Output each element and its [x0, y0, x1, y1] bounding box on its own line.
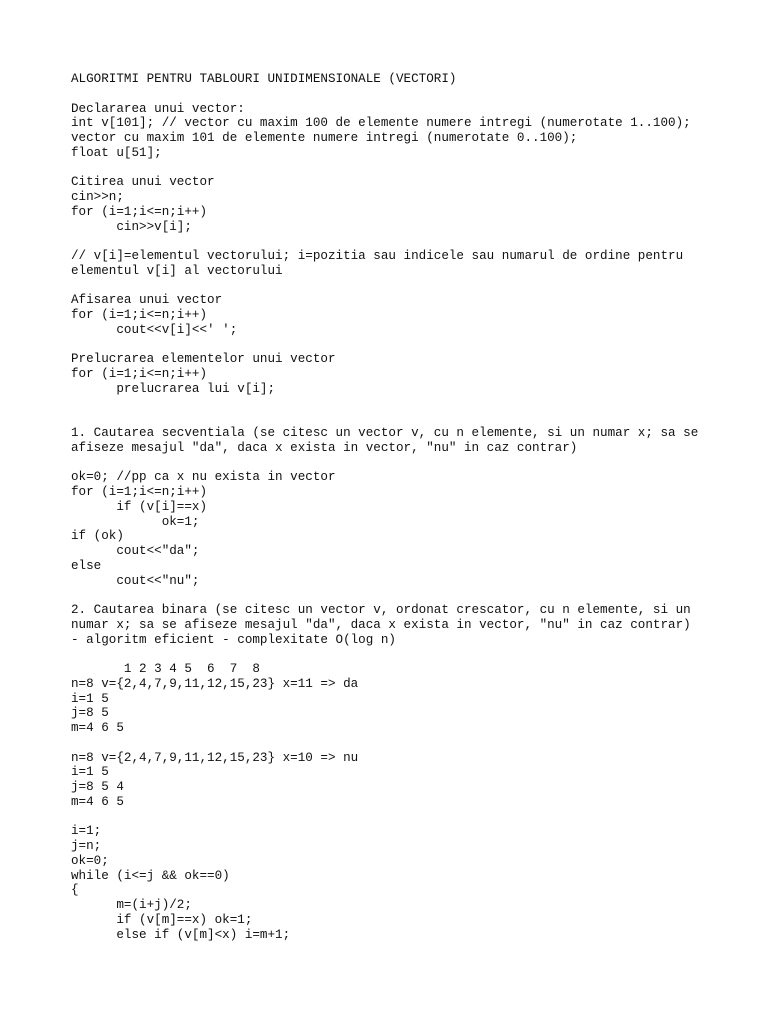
document-page: [71, 72, 751, 942]
code-line: if (v[i]==x): [71, 499, 208, 514]
code-line: else: [71, 558, 102, 573]
code-line: i=1;: [71, 824, 102, 839]
doc-title: ALGORITMI PENTRU TABLOURI UNIDIMENSIONALE (VECTORI): [71, 72, 457, 86]
code-line: j=n;: [71, 839, 102, 853]
code-line: cin>>n;: [71, 190, 124, 204]
example-line: i=1 5: [71, 765, 109, 780]
code-line: for (i=1;i<=n;i++): [71, 308, 208, 322]
doc-line: [71, 161, 751, 176]
code-line: float u[51];: [71, 145, 162, 160]
code-line: if (v[m]==x) ok=1;: [71, 912, 253, 927]
section-heading: 1. Cautarea secventiala (se citesc un vector v, cu n elemente, si un numar x; sa se: [71, 426, 699, 440]
doc-line: [71, 411, 751, 426]
code-line: cin>>v[i];: [71, 219, 192, 234]
code-line: m=(i+j)/2;: [71, 898, 192, 912]
code-line: if (ok): [71, 529, 124, 544]
example-line: m=4 6 5: [71, 794, 124, 809]
doc-line: [71, 397, 751, 412]
code-line: {: [71, 883, 79, 898]
doc-line: vector cu maxim 101 de elemente numere intregi (numerotate 0..100);: [71, 131, 578, 145]
code-line: ok=1;: [71, 514, 200, 529]
doc-line: [71, 234, 751, 249]
code-line: for (i=1;i<=n;i++): [71, 367, 208, 381]
code-line: prelucrarea lui v[i];: [71, 381, 276, 396]
comment-line: // v[i]=elementul vectorului; i=pozitia sau indicele sau numarul de ordine pentru: [71, 249, 684, 263]
code-line: ok=0; //pp ca x nu exista in vector: [71, 470, 336, 485]
code-line: for (i=1;i<=n;i++): [71, 204, 208, 219]
doc-line: numar x; sa se afiseze mesajul "da", daca x exista in vector, "nu" in caz contrar): [71, 617, 691, 632]
code-line: for (i=1;i<=n;i++): [71, 485, 208, 499]
doc-line: [71, 456, 751, 471]
comment-line: elementul v[i] al vectorului: [71, 263, 283, 278]
section-heading: Citirea unui vector: [71, 175, 215, 190]
code-line: cout<<"nu";: [71, 573, 200, 588]
example-line: j=8 5: [71, 706, 109, 721]
section-heading: Afisarea unui vector: [71, 293, 223, 308]
code-line: ok=0;: [71, 853, 109, 868]
section-heading: Prelucrarea elementelor unui vector: [71, 352, 336, 367]
doc-line: - algoritm eficient - complexitate O(log n): [71, 632, 396, 647]
example-line: m=4 6 5: [71, 721, 124, 735]
code-line: int v[101]; // vector cu maxim 100 de elemente numere intregi (numerotate 1..100);: [71, 116, 691, 131]
code-line: cout<<v[i]<<' ';: [71, 322, 238, 337]
example-line: i=1 5: [71, 691, 109, 706]
doc-line: afiseze mesajul "da", daca x exista in vector, "nu" in caz contrar): [71, 440, 578, 455]
doc-line: [71, 588, 751, 603]
section-heading: Declararea unui vector:: [71, 101, 245, 116]
code-line: else if (v[m]<x) i=m+1;: [71, 927, 291, 942]
doc-line: [71, 810, 751, 825]
example-line: n=8 v={2,4,7,9,11,12,15,23} x=10 => nu: [71, 750, 359, 765]
doc-line: [71, 279, 751, 294]
example-line: j=8 5 4: [71, 780, 124, 794]
section-heading: 2. Cautarea binara (se citesc un vector v, ordonat crescator, cu n elemente, si un: [71, 603, 691, 617]
doc-line: [71, 736, 751, 751]
doc-line: [71, 87, 751, 102]
example-indices: 1 2 3 4 5 6 7 8: [71, 662, 260, 676]
doc-line: [71, 647, 751, 662]
example-line: n=8 v={2,4,7,9,11,12,15,23} x=11 => da: [71, 676, 359, 691]
code-line: while (i<=j && ok==0): [71, 868, 230, 883]
doc-line: [71, 338, 751, 353]
code-line: cout<<"da";: [71, 544, 200, 558]
